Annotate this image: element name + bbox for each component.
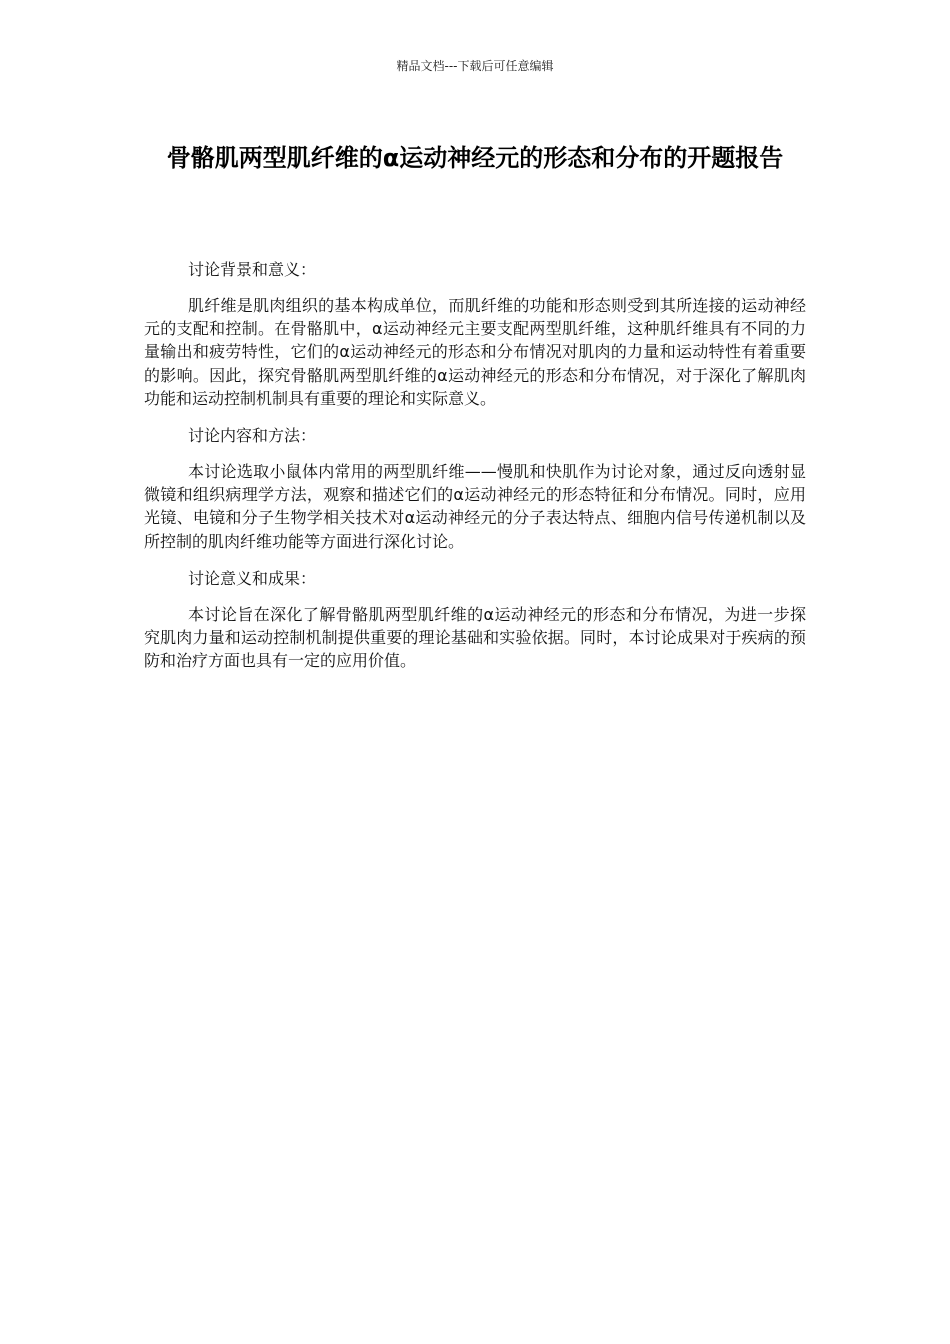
section-heading-significance: 讨论意义和成果： xyxy=(188,568,317,588)
paragraph-background: 肌纤维是肌肉组织的基本构成单位，而肌纤维的功能和形态则受到其所连接的运动神经元的支配和控制。在骨骼肌中，α运动神经元主要支配两型肌纤维，这种肌纤维具有不同的力量输出和疲劳特性，它们的α运动神经元的形态和分布情况对肌肉的力量和运动特性有着重要的影响。因此，探究骨骼肌两型肌纤维的α运动神经元的形态和分布情况，对于深化了解肌肉功能和运动控制机制具有重要的理论和实际意义。 xyxy=(144,296,806,408)
paragraph-methods: 本讨论选取小鼠体内常用的两型肌纤维——慢肌和快肌作为讨论对象，通过反向透射显微镜和组织病理学方法，观察和描述它们的α运动神经元的形态特征和分布情况。同时，应用光镜、电镜和分子生物学相关技术对α运动神经元的分子表达特点、细胞内信号传递机制以及所控制的肌肉纤维功能等方面进行深化讨论。 xyxy=(144,462,806,551)
document-body xyxy=(144,258,806,686)
header-note: 精品文档---下载后可任意编辑 xyxy=(396,59,554,73)
paragraph-significance: 本讨论旨在深化了解骨骼肌两型肌纤维的α运动神经元的形态和分布情况，为进一步探究肌肉力量和运动控制机制提供重要的理论基础和实验依据。同时，本讨论成果对于疾病的预防和治疗方面也具有一定的应用价值。 xyxy=(144,604,806,671)
section-heading-methods: 讨论内容和方法： xyxy=(188,426,317,446)
document-title: 骨骼肌两型肌纤维的α运动神经元的形态和分布的开题报告 xyxy=(166,144,784,172)
section-heading-background: 讨论背景和意义： xyxy=(188,260,317,279)
